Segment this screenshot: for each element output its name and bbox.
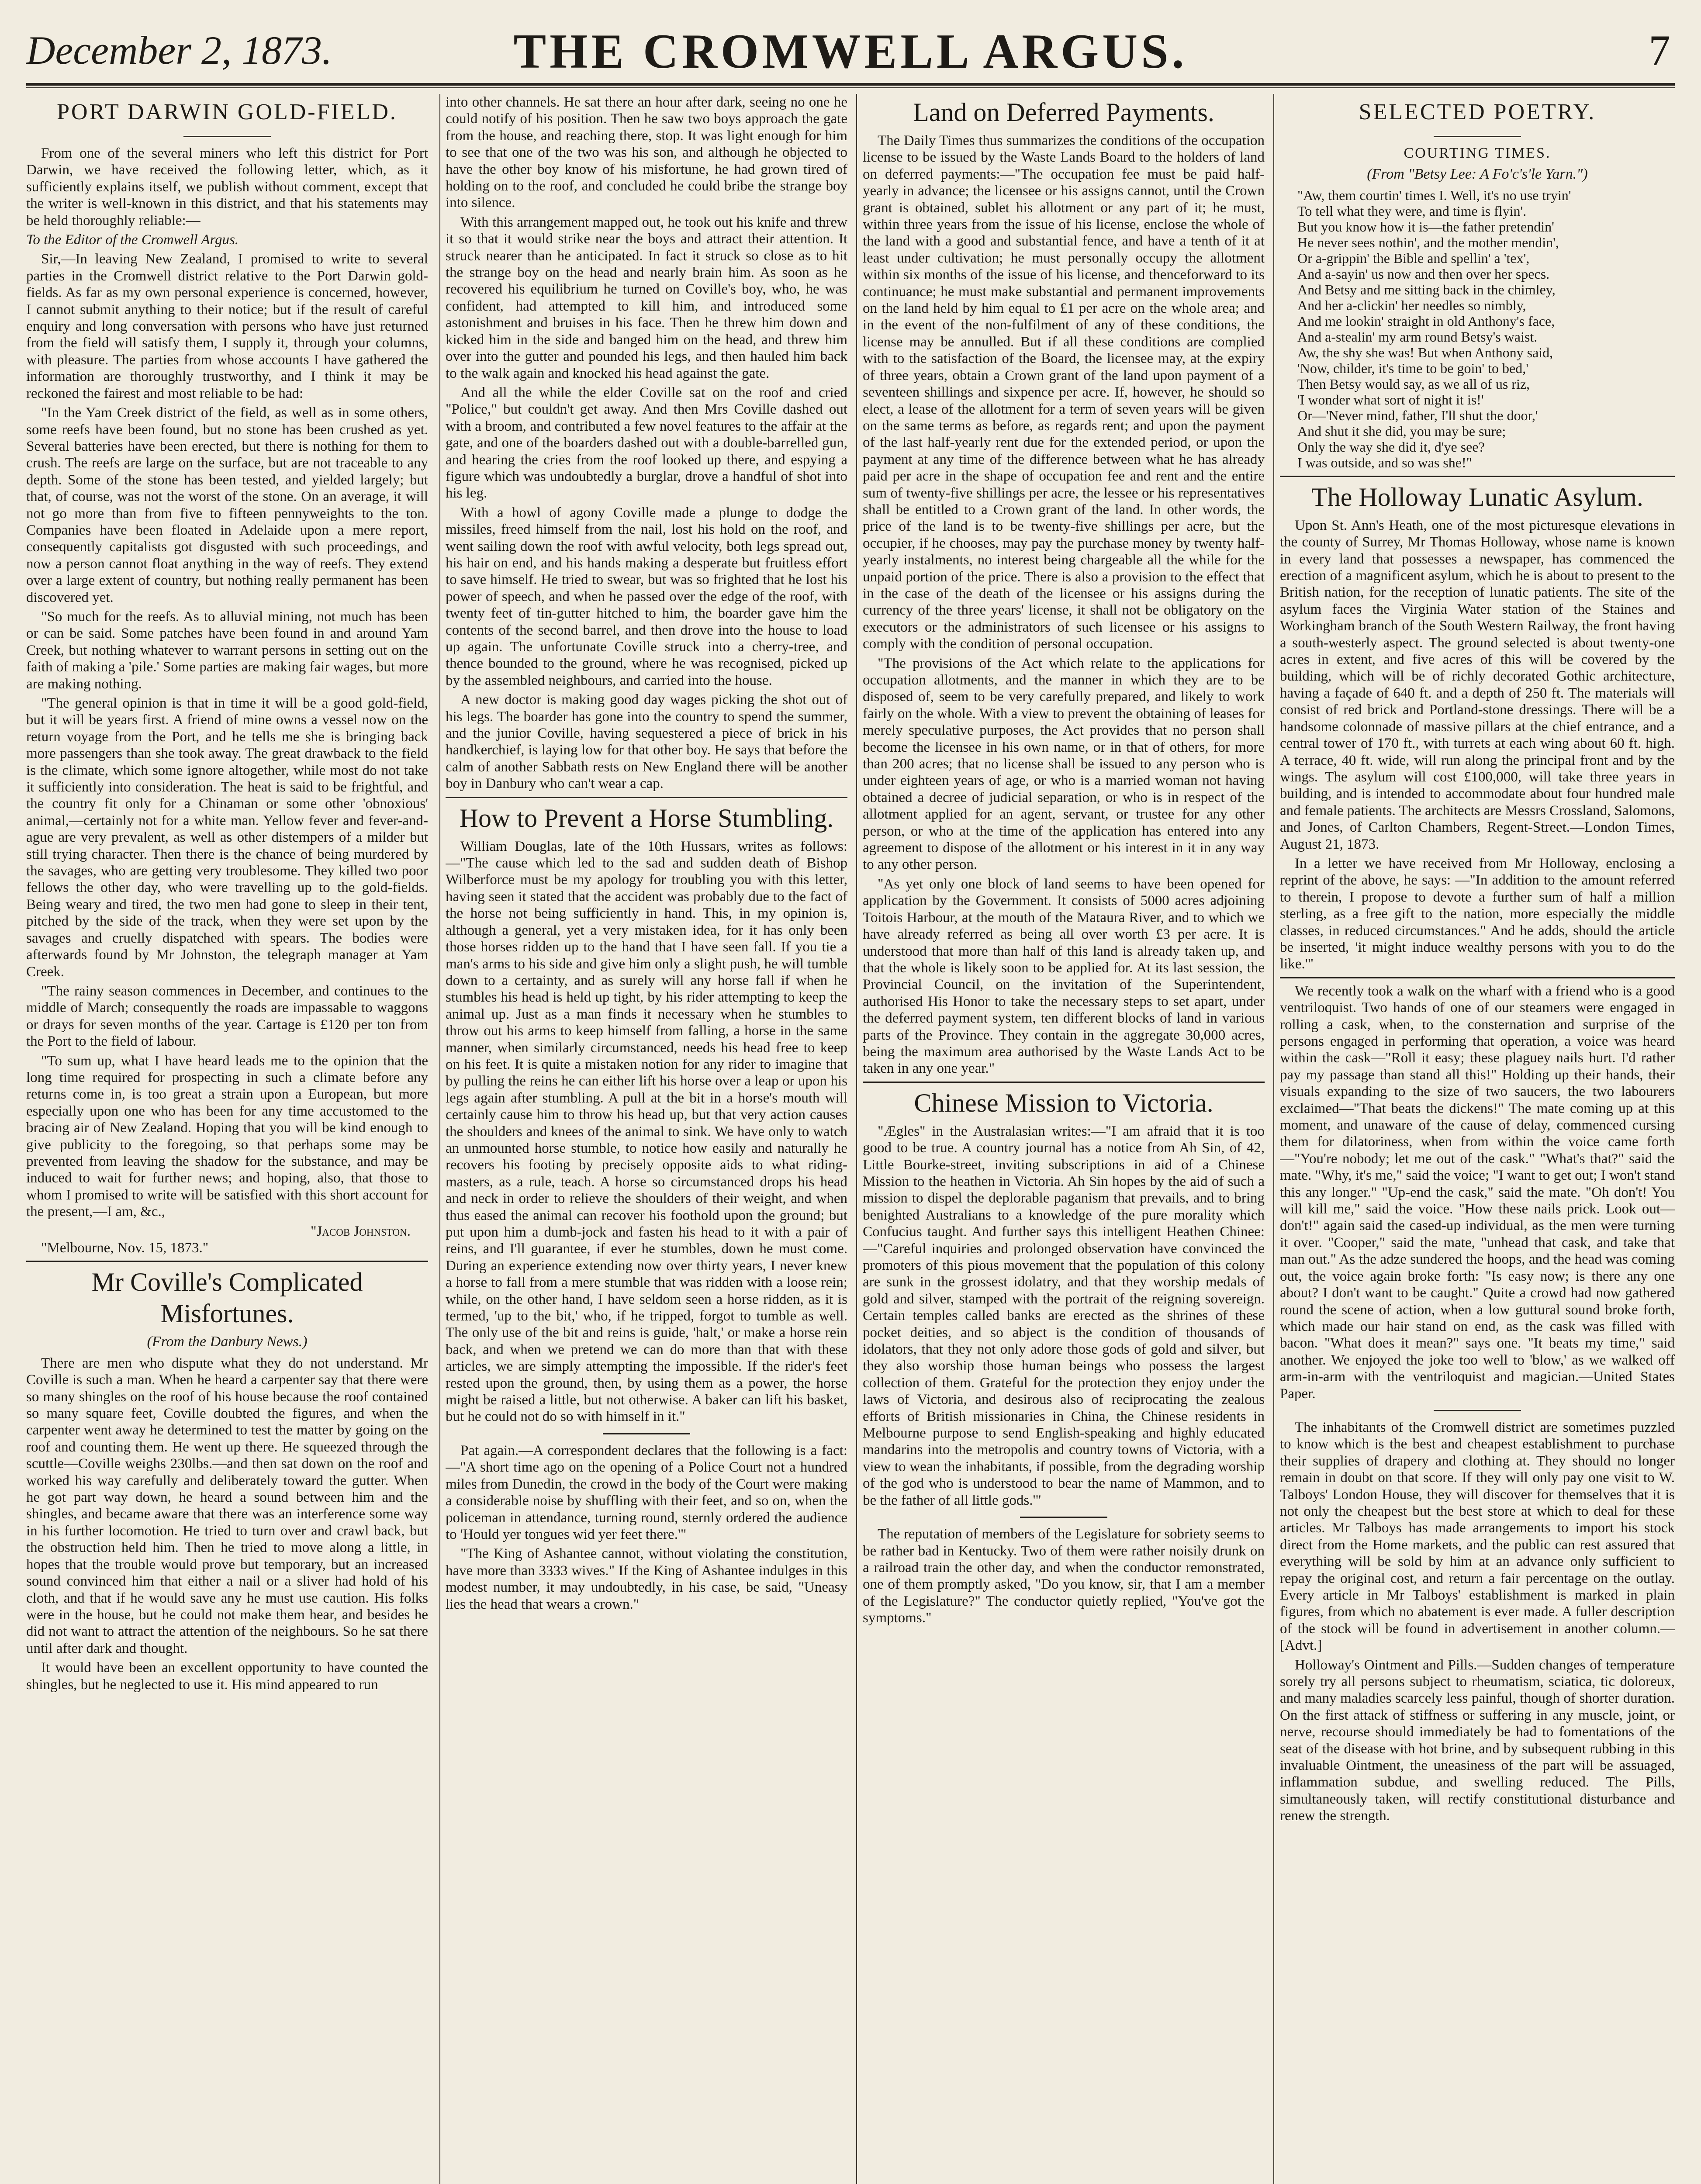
- divider: [446, 797, 847, 798]
- paragraph: "The general opinion is that in time it will be a good gold-field, but it will be years first. A friend of mine owns a vessel now on the return voyage from the Port, and he tells me she is bringing back more passengers than she took away. The great drawback to the field is the climate, which some ignore altogether, while most do not take it sufficiently into consideration. The heat is said to be frightful, and the country fit only for a Chinaman or some other 'obnoxious' animal,—certainly not for a white man. Yellow fever and fever-and-ague are very prevalent, as well as other distempers of a milder but still trying character. Then there is the chance of being murdered by the savages, who are getting very troublesome. They killed two poor fellows the other day, who were travelling up to the gold-fields. Being weary and tired, the two men had gone to sleep in their tent, pitched by the side of the track, when they were set upon by the savages and cruelly dispatched with spears. The bodies were afterwards found by Mr Johnston, the telegraph manager at Yam Creek.: [26, 695, 428, 980]
- article-source: (From the Danbury News.): [147, 1334, 308, 1350]
- paragraph: There are men who dispute what they do not understand. Mr Coville is such a man. When he heard a carpenter say that there were so many shingles on the roof of his house because the roof contained so many square feet, Coville doubted the figures, and when the carpenter went away he determined to test the matter by going on the roof and counting them. He went up there. He squeezed through the scuttle—Coville weighs 230lbs.—and then sat down on the roof and worked his way carefully and deliberately toward the gutter. When he got part way down, he heard a sound between him and the shingles, and became aware that there was an interference some way in his further locomotion. He tried to turn over and crawl back, but the obstruction held him. Then he tried to move along a little, in hopes that the trouble would prove but temporary, but an increased sound convinced him that either a nail or a sliver had hold of his cloth, and that if he would save any he must use caution. His folks were in the house, but he could not make them hear, and besides he did not want to attract the attention of the neighbours. So he sat there until after dark and thought.: [26, 1355, 428, 1656]
- paragraph: "Ægles" in the Australasian writes:—"I am afraid that it is too good to be true. A country journal has a notice from Ah Sin, of 42, Little Bourke-street, inviting subscriptions in aid of a Chinese Mission to the heathen in Victoria. Ah Sin hopes by the aid of such a mission to dispel the deplorable paganism that prevails, and to bring benighted Australians to a knowledge of the pure morality which Confucius taught. And further says this intelligent Heathen Chinee: —"Careful inquiries and prolonged observation have convinced the promoters of this pious movement that the population of this colony are sunk in the grossest idolatry, and that they worship medals of gold and silver, stamped with the portrait of the reigning sovereign. Certain temples called banks are erected as the shrines of these pocket deities, and so abject is the condition of thousands of idolators, that they not only adore those gods of gold and silver, but they also worship those human beings who possess the largest collection of them. Grateful for the protection they enjoy under the laws of Victoria, and desirous also of reciprocating the zealous efforts of British missionaries in China, the Chinese residents in Melbourne purpose to send English-speaking and highly educated mandarins into the metropolis and country towns of Victoria, with a view to wean the inhabitants, if possible, from the degrading worship of the god who is understood to bear the name of Mammon, and to be the father of all little gods.'": [863, 1123, 1265, 1508]
- paragraph: The inhabitants of the Cromwell district are sometimes puzzled to know which is the best and cheapest establishment to purchase their supplies of drapery and clothing at. They should no longer remain in doubt on that score. If they will only pay one visit to W. Talboys' London House, they will discover for themselves that it is not only the cheapest but the best store at which to deal for these articles. Mr Talboys has made arrangements to import his stock direct from the Home markets, and the public can rest assured that everything will be sold by him at an advance only sufficient to repay the original cost, and return a fair percentage on the outlay. Every article in Mr Talboys' establishment is marked in plain figures, from which no abatement is ever made. A fuller description of the stock will be found in advertisement in another column.—[Advt.]: [1280, 1419, 1675, 1654]
- paragraph: "So much for the reefs. As to alluvial mining, not much has been or can be said. Some patches have been found in and around Yam Creek, but nothing whatever to warrant persons in setting out on the faith of making a 'pile.' Some parties are making fair wages, but more are making nothing.: [26, 608, 428, 692]
- poem-line: Or—'Never mind, father, I'll shut the door,': [1297, 407, 1538, 423]
- poem-line: And a-stealin' my arm round Betsy's waist.: [1297, 328, 1538, 345]
- paragraph: The reputation of members of the Legislature for sobriety seems to be rather bad in Kentucky. Two of them were rather noisily drunk on a railroad train the other day, and when the conductor remonstrated, one of them promptly asked, "Do you know, sir, that I am a member of the Legislature?" The conductor quietly replied, "You've got the symptoms.": [863, 1526, 1265, 1626]
- paragraph: "The rainy season commences in December, and continues to the middle of March; consequently the roads are impassable to waggons or drays for seven months of the year. Cartage is £120 per ton from the Port to the field of labour.: [26, 983, 428, 1050]
- column-2: [446, 94, 847, 2184]
- masthead: [26, 17, 1675, 86]
- article-heading: The Holloway Lunatic Asylum.: [1311, 482, 1643, 511]
- column-separator: [856, 94, 857, 2184]
- masthead-rule: [26, 87, 1675, 88]
- divider: [863, 1082, 1265, 1083]
- paragraph: Pat again.—A correspondent declares that the following is a fact:—"A short time ago on the opening of a Police Court not a hundred miles from Dunedin, the crowd in the body of the Court were making a considerable noise by shuffling with their feet, and so on, when the policeman in attendance, turning round, sternly ordered the audience to 'Hould yer tongues wid yer feet there.'": [446, 1442, 847, 1542]
- paragraph: Sir,—In leaving New Zealand, I promised to write to several parties in the Cromwell district relative to the Port Darwin gold-fields. As far as my own personal experience is concerned, however, I cannot submit anything to their notice; but if the result of careful enquiry and long conversation with persons who have just returned from the field will satisfy them, I supply it, through your columns, with pleasure. The parties from whose accounts I have gathered the information are thoroughly trustworthy, and I think it may be reckoned the fairest and most reliable to be had:: [26, 251, 428, 401]
- poem-line: 'I wonder what sort of night it is!': [1297, 391, 1484, 408]
- article-heading: Mr Coville's Complicated Misfortunes.: [91, 1268, 363, 1328]
- divider: [1020, 1517, 1107, 1518]
- paragraph: And all the while the elder Coville sat on the roof and cried "Police," but couldn't get away. And then Mrs Coville dashed out with a broom, and contributed a few novel features to the affair at the gate, and one of the boarders dashed out with a double-barrelled gun, and hearing the cries from the roof looked up there, and espying a figure which was undoubtedly a burglar, drove a handful of shot into his leg.: [446, 384, 847, 501]
- paragraph: "The King of Ashantee cannot, without violating the constitution, have more than 3333 wives." If the King of Ashantee indulges in this modest number, it may undoubtedly, in his case, be said, "Uneasy lies the head that wears a crown.": [446, 1546, 847, 1612]
- salutation: To the Editor of the Cromwell Argus.: [26, 232, 239, 248]
- paragraph: With a howl of agony Coville made a plunge to dodge the missiles, freed himself from the nail, lost his hold on the roof, and went sailing down the roof with awful velocity, both legs spread out, his hair on end, and his hands making a desperate but fruitless effort to save himself. He tried to swear, but was so frighted that he lost his power of speech, and when he passed over the edge of the roof, with twenty feet of tin-gutter hitched to him, the boarder gave him the contents of the second barrel, and then drove into the house to load up again. The unfortunate Coville struck into a cherry-tree, and thence bounded to the ground, where he was recognised, picked up by the assembled neighbours, and carried into the house.: [446, 505, 847, 688]
- paragraph: William Douglas, late of the 10th Hussars, writes as follows:—"The cause which led to the sad and sudden death of Bishop Wilberforce must be my apology for troubling you with this letter, having seen it stated that the accident was probably due to the fact of the horse not being sufficiently in hand. This, in my opinion is, although a general, yet a very mistaken idea, for it has only been those horses ridden up to the hand that I have seen fall. If you tie a man's arms to his side and give him only a slight push, he will tumble down to a certainty, and as surely will any horse fall if when he stumbles his head is held up tight, by his rider attempting to keep the animal up. Just as a man finds it necessary when he stumbles to throw out his arms to keep himself from falling, a horse in the same manner, when similarly circumstanced, needs his head free to keep on his feet. It is quite a mistaken notion for any rider to imagine that by pulling the reins he can either lift his horse over a leap or upon his legs again after stumbling. A pull at the bit in a horse's mouth will certainly cause him to throw his head up, but that very action causes the shoulders and knees of the animal to sink. We have only to watch an unmounted horse stumble, to notice how easily and naturally he recovers his footing by precisely opposite aids to what riding-masters, as a rule, teach. A horse so circumstanced drops his head and neck in order to relieve the shoulders of their weight, and when thus eased the animal can recover his foothold upon the ground; but put upon him a dumb-jock and fasten his head to it with a pair of reins, and I'll guarantee, if ever he stumbles, down he must come. During an experience extending now over thirty years, I never knew a horse to fall from a mere stumble that was ridden with a loose rein; while, on the other hand, I have seldom seen a horse ridden, as it is termed, 'up to the bit,' who, if he tripped, forgot to tumble as well. The only use of the bit and reins is guide, 'halt,' or make a horse rein back, and when we pretend we can do more than that with these articles, we are simply attempting the impossible. If the rider's feet rested upon the ground, then, by using them as a power, the horse might be raised a little, but not otherwise. A baker can lift his basket, but he could not do so with himself in it.": [446, 838, 847, 1425]
- paragraph: into other channels. He sat there an hour after dark, seeing no one he could notify of his position. Then he saw two boys approach the gate from the house, and reaching there, stop. It was light enough for him to see that one of the two was his son, and although he objected to have the other boy know of his misfortune, he had grown tired of holding on to the roof, and concluded he could bribe the strange boy into silence.: [446, 94, 847, 211]
- poem-line: And a-sayin' us now and then over her specs.: [1297, 266, 1550, 282]
- poem: [1297, 187, 1675, 470]
- paragraph: "To sum up, what I have heard leads me to the opinion that the long time required for prospecting in such a climate before any returns come in, is too great a strain upon a European, but more especially upon one who has been for any time accustomed to the bracing air of New Zealand. Hoping that you will be kind enough to give publicity to the foregoing, so that perhaps some may be prevented from leaving the shadow for the substance, and may be induced to wait for further news; and hoping, also, that those to whom I promised to write will be satisfied with this short account for the present,—I am, &c.,: [26, 1053, 428, 1220]
- poem-title: COURTING TIMES.: [1404, 145, 1551, 161]
- paragraph: Upon St. Ann's Heath, one of the most picturesque elevations in the county of Surrey, Mr Thomas Holloway, whose name is known in every land that possesses a newspaper, has commenced the erection of a magnificent asylum, which he is about to present to the British nation, for the reception of lunatic patients. The site of the asylum faces the Virginia Water station of the Staines and Workingham branch of the South Western Railway, the front having a south-westerly aspect. The ground selected is about twenty-one acres in extent, and five acres of this will be covered by the building, which will be of richly decorated Gothic architecture, having a façade of 640 ft. and a depth of 250 ft. The materials will consist of red brick and Portland-stone dressings. There will be a handsome colonnade of massive pillars at the chief entrance, and a central tower of 170 ft., with turrets at each wing about 60 ft. high. A terrace, 40 ft. wide, will run along the principal front and by the wings. The asylum will cost £100,000, will take three years in building, and is intended to accommodate about four hundred male and female patients. The architects are Messrs Crossland, Salomons, and Jones, of Carlton Chambers, Regent-Street.—London Times, August 21, 1873.: [1280, 517, 1675, 852]
- poem-line: 'Now, childer, it's time to be goin' to bed,': [1297, 360, 1528, 376]
- column-1: [26, 94, 428, 2184]
- article-heading: How to Prevent a Horse Stumbling.: [459, 803, 834, 833]
- poem-line: I was outside, and so was she!": [1297, 454, 1472, 470]
- paragraph: The Daily Times thus summarizes the conditions of the occupation license to be issued by the Waste Lands Board to the holders of land on deferred payments:—"The occupation fee must be paid half-yearly in advance; the licensee or his assigns cannot, until the Crown grant is obtained, sublet his allotment or any part of it; he must, within three years from the issue of his license, enclose the whole of the land with a good and substantial fence, and have a tenth of it at least under cultivation; he must personally occupy the allotment within six months of the issue of his license, and thenceforward to its continuance; he must make substantial and permanent improvements on the land held by him equal to £1 per acre on the whole area; and in the event of the non-fulfilment of any of these conditions, the license may be annulled. But if all these conditions are complied with to the satisfaction of the Board, the licensee may, at the expiry of three years, obtain a Crown grant of the land upon payment of a seventeen shillings and sixpence per acre. If, however, he should so elect, a lease of the allotment for a term of seven years will be given on the same terms as before, as regards rent; and upon the payment of the last half-yearly rent due for the extended period, or upon the payment at any time of the difference between what he has already paid per acre in the shape of occupation fee and rent and the entire sum of twenty-five shillings per acre, the lessee or his representatives shall be entitled to a Crown grant of the land. In other words, the price of the land is to be twenty-five shillings per acre, but the occupier, if he chooses, may pay the purchase money by twenty half-yearly instalments, no interest being chargeable all the while for the unpaid portion of the price. There is also a provision to the effect that in the case of the death of the licensee or his assigns during the currency of the three years' license, it shall not be obligatory on the executors or the administrators of such licensee or his assigns to comply with the condition of personal occupation.: [863, 133, 1265, 652]
- column-4: [1280, 94, 1675, 2184]
- paragraph: "As yet only one block of land seems to have been opened for application by the Government. It consists of 5000 acres adjoining Toitois Harbour, at the mouth of the Mataura River, and to which we have already referred as being all over worth £3 per acre. It is understood that more than half of this land is already taken up, and that the whole is likely soon to be applied for. At its last session, the Provincial Council, on the invitation of the Superintendent, authorised His Honor to take the necessary steps to set apart, under the deferred payment system, ten different blocks of land in various parts of the Province. They contain in the aggregate 30,000 acres, being the maximum area authorised by the Waste Lands Act to be taken in any one year.": [863, 876, 1265, 1077]
- column-3: [863, 94, 1265, 2184]
- divider: [1434, 1410, 1521, 1411]
- divider: [603, 1433, 690, 1434]
- paragraph: Holloway's Ointment and Pills.—Sudden changes of temperature sorely try all persons subject to rheumatism, sciatica, tic doloreux, and many maladies scarcely less painful, though of shorter duration. On the first attack of stiffness or suffering in any muscle, joint, or nerve, recourse should immediately be had to fomentations of the seat of the disease with hot brine, and by subsequent rubbing in this invaluable Ointment, the uneasiness of the part will be assuaged, inflammation subdue, and swelling reduced. The Pills, simultaneously taken, will rectify constitutional disturbance and renew the strength.: [1280, 1657, 1675, 1824]
- paragraph: It would have been an excellent opportunity to have counted the shingles, but he neglected to use it. His mind appeared to run: [26, 1660, 428, 1693]
- poem-line: He never sees nothin', and the mother mendin',: [1297, 234, 1559, 250]
- signature: "Jacob Johnston.: [310, 1223, 411, 1239]
- poem-line: Only the way she did it, d'ye see?: [1297, 439, 1485, 455]
- paragraph: We recently took a walk on the wharf with a friend who is a good ventriloquist. Two hands of one of our steamers were engaged in rolling a cask, when, to the consternation and surprise of the persons engaged in performing that operation, a voice was heard within the cask—"Roll it easy; these plaguey nails hurt. I'd rather pay my passage than stand all this!" Holding up their hands, their visuals expanding to the size of two saucers, the two labourers exclaimed—"That beats the dickens!" The mate coming up at this moment, and unaware of the cause of delay, commenced cursing them for dilatoriness, when from within the voice came forth —"You're nobody; let me out of the cask." "What's that?" said the mate. "Why, it's me," said the voice; "I want to get out; I won't stand this any longer." "Up-end the cask," said the mate. "Oh don't! You will kill me," said the voice. "How these nails prick. Look out—don't!" again said the cased-up individual, as the men were turning it over. "Cooper," said the mate, "unhead that cask, and take that man out." As the adze sundered the hoops, and the head was coming out, the voice again broke forth: "Is easy now; is there any one about? I don't want to be caught." Quite a crowd had now gathered round the scene of action, when a low guttural sound broke forth, which made our hair stand on end, as the cask was filled with bacon. "What does it mean?" says one. "It beats my time," said another. We enjoyed the joke too well to 'blow,' as we walked off arm-in-arm with the ventriloquist and magician.—United States Paper.: [1280, 983, 1675, 1402]
- divider: [1280, 977, 1675, 978]
- poem-line: To tell what they were, and time is flyin'.: [1297, 203, 1527, 219]
- newspaper-title: THE CROMWELL ARGUS.: [513, 24, 1188, 79]
- page-number: 7: [1649, 26, 1670, 75]
- article-heading: PORT DARWIN GOLD-FIELD.: [57, 100, 398, 124]
- article-heading: Chinese Mission to Victoria.: [914, 1088, 1214, 1117]
- paragraph: From one of the several miners who left this district for Port Darwin, we have received the following letter, which, as it sufficiently explains itself, we publish without comment, except that the writer is well-known in this district, and that his statements may be held thoroughly reliable:—: [26, 145, 428, 228]
- poem-line: And me lookin' straight in old Anthony's face,: [1297, 313, 1555, 329]
- paragraph: "In the Yam Creek district of the field, as well as in some others, some reefs have been found, but no stone has been crushed as yet. Several batteries have been erected, but there is nothing for them to crush. The reefs are large on the surface, but are not traceable to any depth. Some of the stone has been tested, and yielded largely; but that, of course, was not the worst of the stone. On an average, it will not go more than from five to fifteen pennyweights to the ton. Companies have been floated in Adelaide upon a mere report, consequently capitalists got disgusted with such proceedings, and now a person cannot float anything in the way of reefs. They extend over a large extent of country, but nothing really permanent has been discovered yet.: [26, 405, 428, 605]
- paragraph: "The provisions of the Act which relate to the applications for occupation allotments, and the manner in which they are to be disposed of, seem to be very carefully prepared, and likely to work fairly on the whole. With a view to prevent the obtaining of leases for merely speculative purposes, the Act provides that no person shall become the licensee in his own name, or in that of others, for more than 200 acres; that no license shall be issued to any person who is under eighteen years of age, or who is a married woman not having obtained a decree of judicial separation, or who is in respect of the allotment applied for an agent, servant, or trustee for any other person, or who at the time of the application has entered into any agreement to dispose of the allotment or his interest in it in any way to any other person.: [863, 655, 1265, 873]
- poem-line: Aw, the shy she was! But when Anthony said,: [1297, 344, 1553, 360]
- column-separator: [1273, 94, 1274, 2184]
- column-separator: [439, 94, 440, 2184]
- poem-line: Then Betsy would say, as we all of us riz,: [1297, 376, 1530, 392]
- divider: [1280, 476, 1675, 477]
- dateline: "Melbourne, Nov. 15, 1873.": [41, 1240, 209, 1256]
- divider: [183, 136, 271, 137]
- paragraph: With this arrangement mapped out, he took out his knife and threw it so that it would strike near the boys and attract their attention. It struck nearer than he anticipated. In fact it struck so close as to hit the strange boy on the head and nearly brain him. As soon as he recovered his equilibrium he turned on Coville's boy, who, he was confident, had attempted to kill him, and introduced some astonishment and bruises in his face. Then he threw him down and kicked him in the side and banged him on the head, and threw him over into the gutter and pounded his legs, and then hauled him back to the walk again and knocked his head against the gate.: [446, 214, 847, 381]
- divider: [26, 1261, 428, 1262]
- article-heading: SELECTED POETRY.: [1359, 100, 1596, 124]
- paragraph: A new doctor is making good day wages picking the shot out of his legs. The boarder has gone into the country to spend the summer, and the junior Coville, having sequestered a piece of brick in his handkerchief, is laying low for that other boy. He says that before the calm of another Sabbath rests on New England there will be another boy in Danbury who can't wear a cap.: [446, 692, 847, 792]
- article-heading: Land on Deferred Payments.: [913, 98, 1214, 127]
- paragraph: In a letter we have received from Mr Holloway, enclosing a reprint of the above, he says: —"In addition to the amount referred to therein, I propose to devote a further sum of half a million sterling, as a free gift to the nation, more especially the middle classes, in reduced circumstances." And he adds, should the article be inserted, 'it might induce wealthy persons with you to do the like.'": [1280, 855, 1675, 972]
- poem-line: And her a-clickin' her needles so nimbly,: [1297, 297, 1526, 313]
- poem-line: But you know how it is—the father pretendin': [1297, 218, 1554, 235]
- poem-line: "Aw, them courtin' times I. Well, it's no use tryin': [1297, 187, 1571, 203]
- issue-date: December 2, 1873.: [26, 28, 332, 73]
- divider: [1434, 136, 1521, 137]
- poem-line: And Betsy and me sitting back in the chimley,: [1297, 281, 1556, 297]
- poem-line: And shut it she did, you may be sure;: [1297, 423, 1506, 439]
- poem-source: (From "Betsy Lee: A Fo'c's'le Yarn."): [1367, 166, 1588, 183]
- poem-line: Or a-grippin' the Bible and spellin' a 'tex',: [1297, 250, 1530, 266]
